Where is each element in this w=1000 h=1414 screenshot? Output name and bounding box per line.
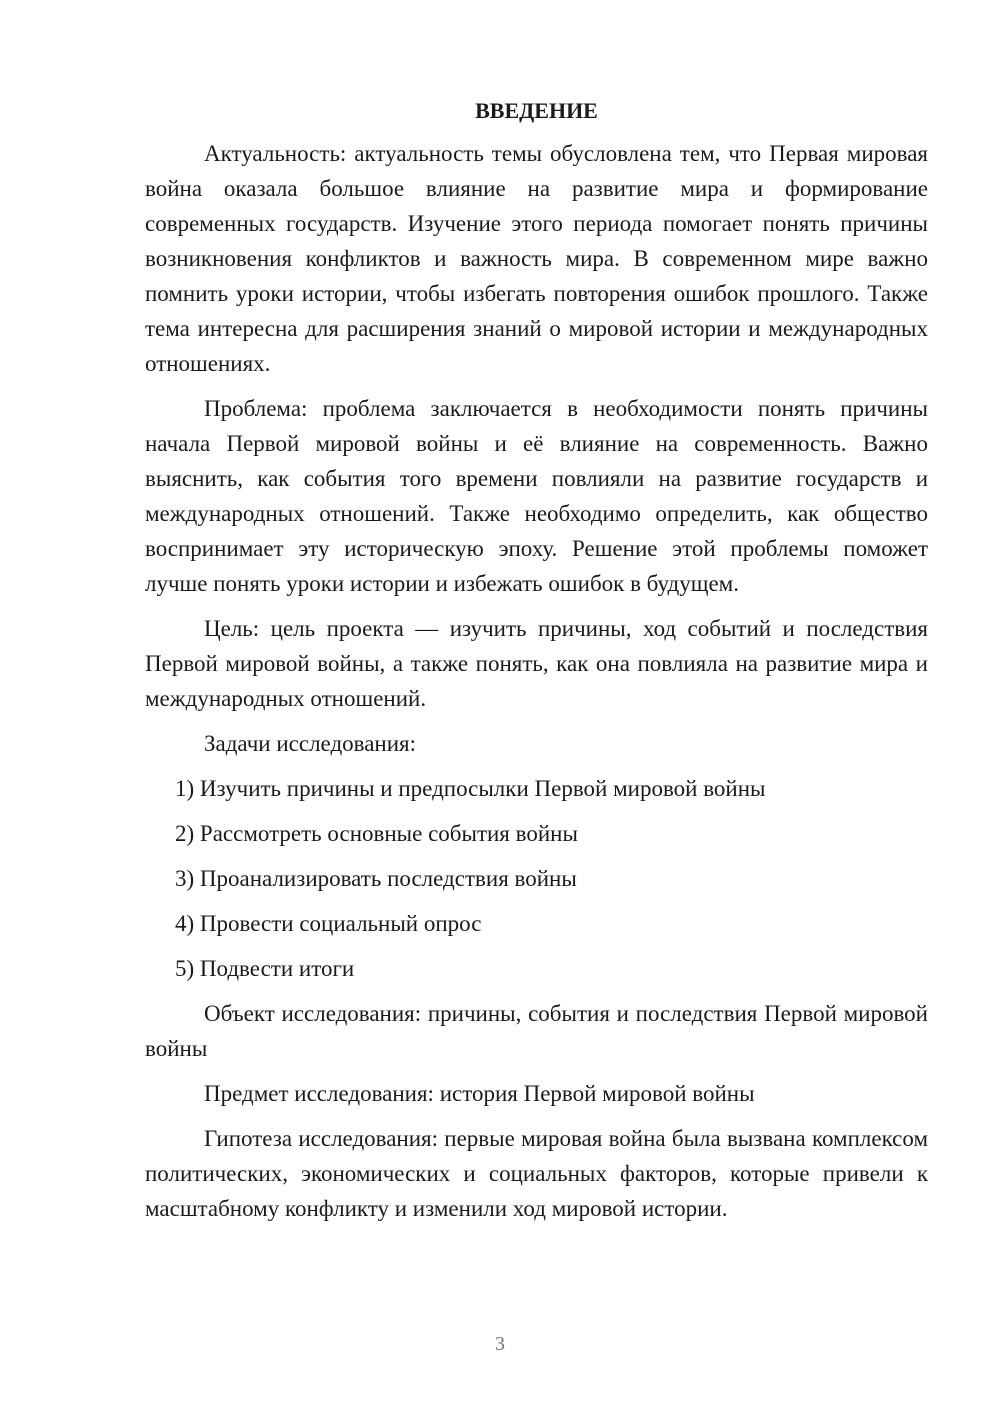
- task-item: 5) Подвести итоги: [175, 956, 355, 981]
- tasks-heading: Задачи исследования:: [204, 731, 417, 756]
- relevance-paragraph: Актуальность: актуальность темы обусловлена тем, что Первая мировая война оказала большое влияние на развитие мира и формирование современных государств. Изучение этого периода помогает понять причины возникновения конфликтов и важность мира. В современном мире важно помнить уроки истории, чтобы избегать повторения ошибок прошлого. Также тема интересна для расширения знаний о мировой истории и международных отношениях.: [145, 141, 928, 376]
- problem-paragraph: Проблема: проблема заключается в необходимости понять причины начала Первой мировой войны и её влияние на современность. Важно выяснить, как события того времени повлияли на развитие государств и международных отношений. Также необходимо определить, как общество воспринимает эту историческую эпоху. Решение этой проблемы поможет лучше понять уроки истории и избежать ошибок в будущем.: [145, 396, 928, 596]
- task-item: 2) Рассмотреть основные события войны: [175, 821, 578, 846]
- subject-paragraph: Предмет исследования: история Первой мировой войны: [204, 1081, 755, 1106]
- section-title: ВВЕДЕНИЕ: [475, 98, 598, 123]
- document-page: [145, 96, 928, 1236]
- task-item: 3) Проанализировать последствия войны: [175, 866, 577, 891]
- hypothesis-paragraph: Гипотеза исследования: первые мировая война была вызвана комплексом политических, экономических и социальных факторов, которые привели к масштабному конфликту и изменили ход мировой истории.: [145, 1126, 928, 1221]
- tasks-list: [145, 771, 928, 986]
- task-item: 1) Изучить причины и предпосылки Первой мировой войны: [175, 776, 766, 801]
- page-number: 3: [495, 1333, 505, 1355]
- object-paragraph: Объект исследования: причины, события и последствия Первой мировой войны: [145, 1001, 928, 1061]
- task-item: 4) Провести социальный опрос: [175, 911, 482, 936]
- goal-paragraph: Цель: цель проекта — изучить причины, ход событий и последствия Первой мировой войны, а также понять, как она повлияла на развитие мира и международных отношений.: [145, 616, 928, 711]
